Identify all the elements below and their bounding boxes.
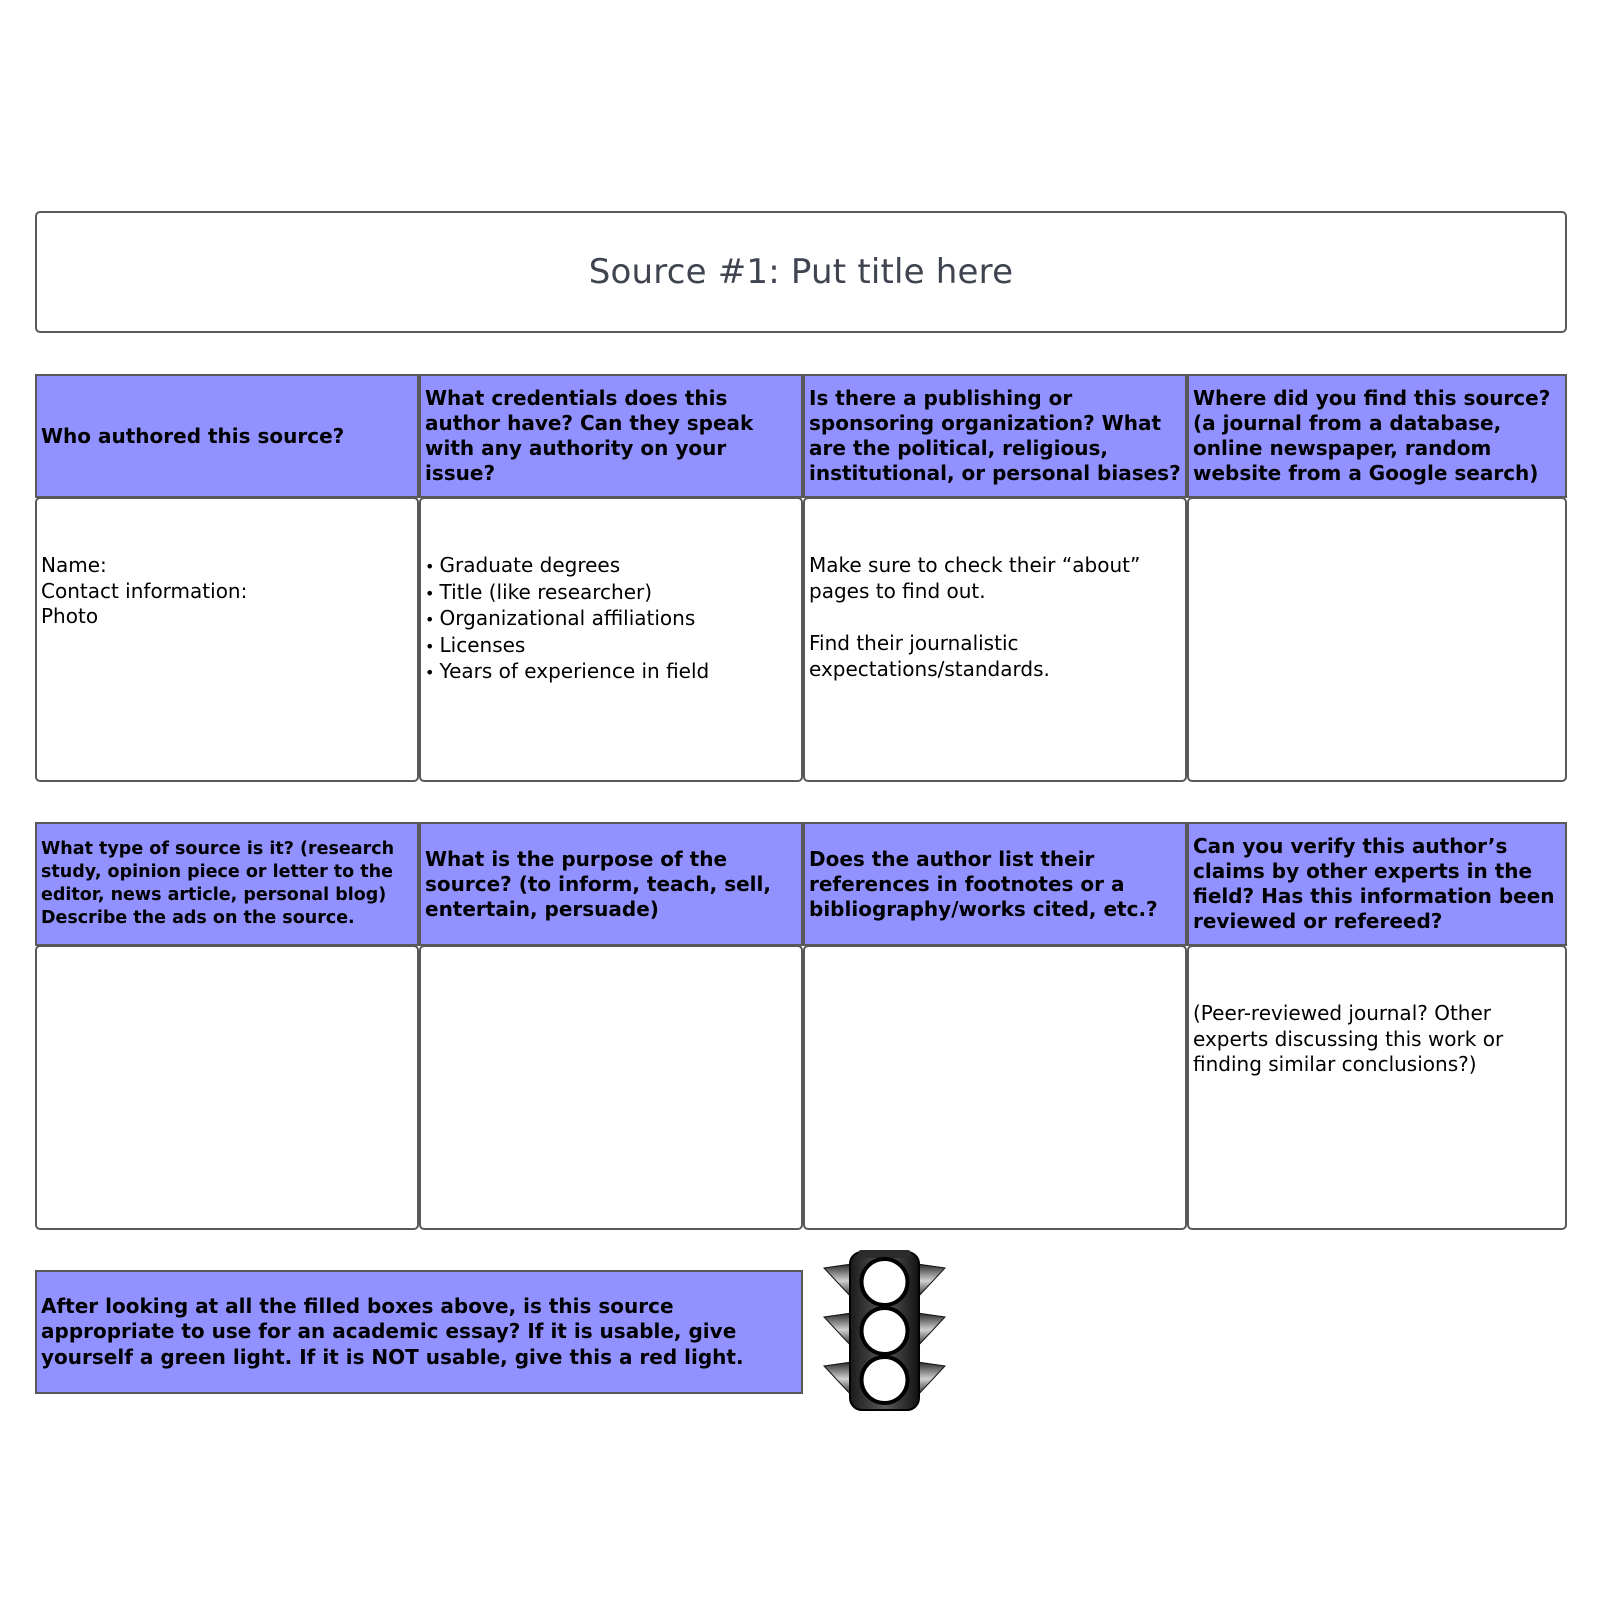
header-organization-text: Is there a publishing or sponsoring organization? What are the political, religious, institutional, or personal biases?	[809, 386, 1181, 485]
header-references-text: Does the author list their references in footnotes or a bibliography/works cited, etc.?	[809, 846, 1158, 921]
header-source-type	[35, 822, 419, 946]
references-answer-box[interactable]	[803, 945, 1187, 1230]
header-ads-text: Describe the ads on the source.	[41, 908, 355, 928]
organization-prompts	[809, 553, 1182, 682]
source-title-box[interactable]	[35, 211, 1567, 333]
header-verify	[1187, 822, 1567, 946]
credentials-prompts	[425, 553, 709, 686]
header-who-authored-text: Who authored this source?	[41, 423, 345, 448]
header-verify-text: Can you verify this author’s claims by other experts in the field? Has this information been reviewed or refereed?	[1193, 834, 1555, 933]
header-purpose-text: What is the purpose of the source? (to inform, teach, sell, entertain, persuade)	[425, 846, 771, 921]
source-type-answer-box[interactable]	[35, 945, 419, 1230]
purpose-answer-box[interactable]	[419, 945, 803, 1230]
list-item: • Organizational affiliations	[425, 606, 709, 633]
list-item: • Licenses	[425, 633, 709, 660]
author-prompts	[41, 553, 247, 630]
author-contact-label: Contact information:	[41, 578, 248, 603]
organization-hint-1: Make sure to check their “about” pages to find out.	[809, 553, 1141, 603]
author-photo-label: Photo	[41, 604, 99, 628]
header-where-found-text: Where did you find this source? (a journal from a database, online newspaper, random website from a Google search)	[1193, 386, 1551, 485]
header-organization	[803, 374, 1187, 498]
verify-hint: (Peer-reviewed journal? Other experts discussing this work or finding similar conclusions?)	[1193, 1001, 1504, 1076]
header-credentials-text: What credentials does this author have? Can they speak with any authority on your issue?	[425, 386, 754, 485]
final-question-box	[35, 1270, 803, 1394]
list-item: • Title (like researcher)	[425, 580, 709, 607]
verify-answer-box[interactable]	[1187, 945, 1567, 1230]
organization-hint-2: Find their journalistic expectations/standards.	[809, 631, 1050, 681]
header-where-found	[1187, 374, 1567, 498]
author-answer-box[interactable]	[35, 497, 419, 782]
where-found-answer-box[interactable]	[1187, 497, 1567, 782]
header-source-type-text: What type of source is it? (research study, opinion piece or letter to the editor, news article, personal blog)	[41, 839, 395, 905]
organization-answer-box[interactable]	[803, 497, 1187, 782]
credentials-answer-box[interactable]	[419, 497, 803, 782]
final-question-text: After looking at all the filled boxes above, is this source appropriate to use for an academic essay? If it is usable, give yourself a green light. If it is NOT usable, give this a red light.	[41, 1293, 744, 1369]
header-purpose	[419, 822, 803, 946]
header-references	[803, 822, 1187, 946]
list-item: • Years of experience in field	[425, 659, 709, 686]
header-credentials	[419, 374, 803, 498]
traffic-light-icon[interactable]	[822, 1250, 947, 1412]
credentials-list	[425, 553, 709, 686]
list-item: • Graduate degrees	[425, 553, 709, 580]
header-who-authored	[35, 374, 419, 498]
author-name-label: Name:	[41, 553, 107, 577]
source-title: Source #1: Put title here	[588, 252, 1014, 292]
